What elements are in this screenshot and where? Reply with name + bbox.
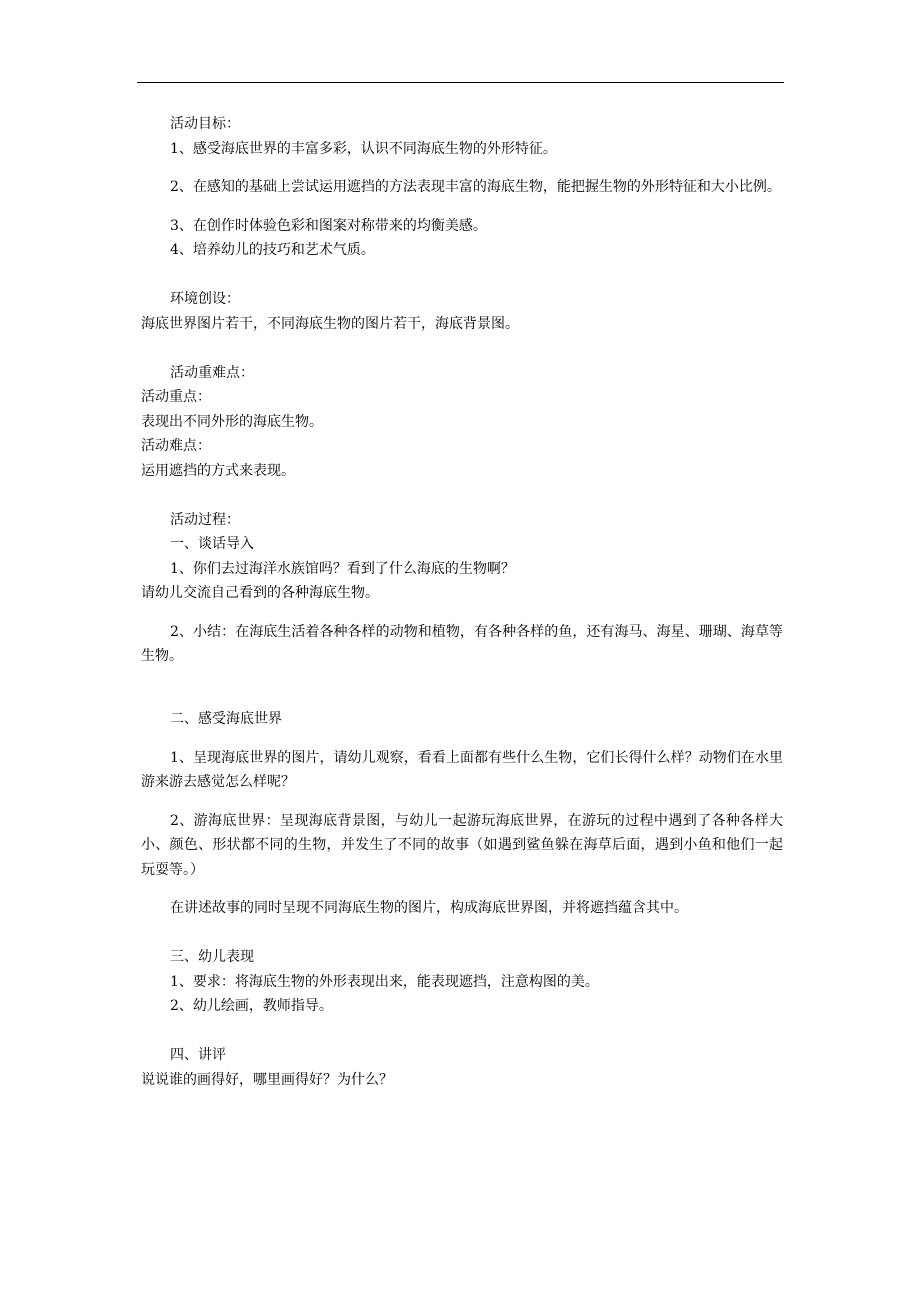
section-gap <box>141 683 783 708</box>
key-points-heading: 活动重难点： <box>170 364 254 381</box>
part3-item-2: 2、幼儿绘画，教师指导。 <box>170 998 333 1014</box>
objectives-heading: 活动目标： <box>170 116 240 132</box>
process-heading: 活动过程： <box>170 511 240 528</box>
section-gap <box>141 263 783 288</box>
part3-title: 三、幼儿表现 <box>170 949 254 965</box>
header-rule <box>137 82 784 83</box>
part1-question: 1、你们去过海洋水族馆吗？看到了什么海底的生物啊？ <box>170 560 515 577</box>
part4-text: 说说谁的画得好，哪里画得好？为什么？ <box>141 1071 393 1088</box>
part1-title: 一、谈话导入 <box>170 536 254 552</box>
part2-title: 二、感受海底世界 <box>170 711 282 727</box>
objective-item-2: 2、在感知的基础上尝试运用遮挡的方法表现丰富的海底生物，能把握生物的外形特征和大小比例。 <box>170 179 781 195</box>
section-gap <box>141 1019 783 1044</box>
difficulty-heading: 活动难点： <box>141 438 211 454</box>
part1-summary: 2、小结：在海底生活着各种各样的动物和植物，有各种各样的鱼，还有海马、海星、珊瑚、海草等生物。 <box>141 623 783 664</box>
environment-text: 海底世界图片若干，不同海底生物的图片若干，海底背景图。 <box>141 315 519 332</box>
section-gap <box>141 921 783 946</box>
part3-item-1: 1、要求：将海底生物的外形表现出来，能表现遮挡，注意构图的美。 <box>170 973 599 990</box>
difficulty-text: 运用遮挡的方式来表现。 <box>141 462 295 479</box>
section-gap <box>141 336 783 361</box>
document-body <box>141 112 783 1092</box>
focus-text: 表现出不同外形的海底生物。 <box>141 413 323 430</box>
objective-item-3: 3、在创作时体验色彩和图案对称带来的均衡美感。 <box>170 217 487 234</box>
part2-item-2: 2、游海底世界：呈现海底背景图，与幼儿一起游玩海底世界，在游玩的过程中遇到了各种各样大小、颜色、形状都不同的生物，并发生了不同的故事（如遇到鲨鱼躲在海草后面，遇到小鱼和他们一起玩耍等。） <box>141 812 783 878</box>
objective-item-4: 4、培养幼儿的技巧和艺术气质。 <box>170 242 375 258</box>
environment-heading: 环境创设： <box>170 291 240 307</box>
part2-item-3: 在讲述故事的同时呈现不同海底生物的图片，构成海底世界图，并将遮挡蕴含其中。 <box>170 900 688 916</box>
section-gap <box>141 483 783 508</box>
part4-title: 四、讲评 <box>170 1047 226 1063</box>
part2-item-1: 1、呈现海底世界的图片，请幼儿观察，看看上面都有些什么生物，它们长得什么样？动物们在水里游来游去感觉怎么样呢？ <box>141 749 783 790</box>
part1-follow: 请幼儿交流自己看到的各种海底生物。 <box>141 585 379 601</box>
objective-item-1: 1、感受海底世界的丰富多彩，认识不同海底生物的外形特征。 <box>170 140 557 157</box>
focus-heading: 活动重点： <box>141 389 211 405</box>
